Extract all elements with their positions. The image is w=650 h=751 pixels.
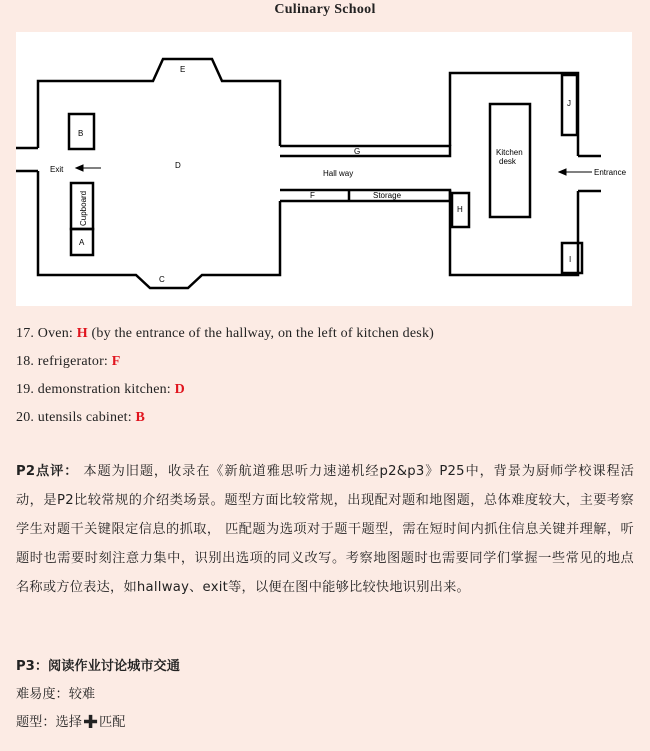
label-cupboard: Cupboard: [79, 190, 88, 226]
label-storage: Storage: [373, 191, 402, 200]
answer-17: 17. Oven: H (by the entrance of the hallway, on the left of kitchen desk): [16, 326, 435, 341]
map-drawing: [16, 32, 632, 306]
label-f: F: [310, 191, 315, 200]
p3-type: 题型：选择✚匹配: [16, 709, 636, 737]
label-d: D: [175, 161, 181, 170]
label-a: A: [79, 238, 85, 247]
label-entrance: Entrance: [594, 168, 627, 177]
label-c: C: [159, 275, 165, 284]
answer-letter: D: [174, 382, 185, 397]
left-room-wall-top: [38, 59, 280, 148]
label-exit: Exit: [50, 165, 64, 174]
label-hallway: Hall way: [323, 169, 354, 178]
p3-title: P3：阅读作业讨论城市交通: [16, 659, 180, 674]
label-b: B: [78, 129, 84, 138]
hallway-top-wall: [280, 146, 450, 156]
right-room-wall: [450, 73, 578, 156]
hallway-bottom-wall: [280, 190, 450, 201]
answer-letter: F: [111, 354, 121, 369]
label-j: J: [567, 99, 571, 108]
answer-18: 18. refrigerator: F: [16, 354, 121, 369]
label-h: H: [457, 205, 463, 214]
label-kitchen-desk-2: desk: [499, 157, 516, 166]
p3-section: [16, 653, 636, 737]
label-kitchen-desk-1: Kitchen: [496, 148, 523, 157]
p3-difficulty: 难易度：较难: [16, 687, 96, 702]
plus-icon: ✚: [82, 712, 99, 733]
answer-letter: B: [135, 410, 146, 425]
label-i: I: [569, 255, 572, 264]
review-label: P2点评：: [16, 464, 79, 479]
label-g: G: [354, 147, 361, 156]
answer-20: 20. utensils cabinet: B: [16, 410, 146, 425]
review-text: 本题为旧题，收录在《新航道雅思听力速递机经p2&p3》P25中，背景为厨师学校课程活动，是P2比较常规的介绍类场景。题型方面比较常规，出现配对题和地图题，总体难度较大，主要考察学生对题干关键限定信息的抓取， 匹配题为选项对于题干题型，需在短时间内抓住信息关键并理解，听题时也需要时刻注意力集中，识别出选项的同义改写。考察地图题时也需要同学们掌握一些常见的地点名称或方位表达，如hallway、exit等，以便在图中能够比较快地识别出来。: [16, 464, 635, 595]
answer-19: 19. demonstration kitchen: D: [16, 382, 185, 397]
floor-map: [16, 32, 632, 306]
answer-letter: H: [76, 326, 88, 341]
label-e: E: [180, 65, 186, 74]
page-title: Culinary School: [274, 2, 376, 17]
answer-list: [16, 320, 636, 432]
p2-review: [16, 457, 634, 602]
